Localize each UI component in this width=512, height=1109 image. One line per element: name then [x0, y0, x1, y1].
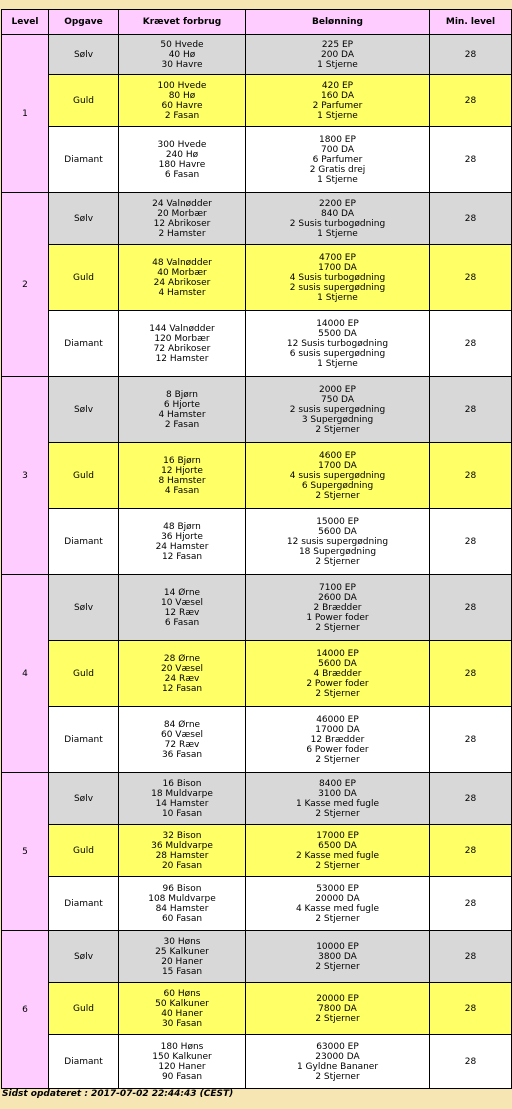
reward-cell: 420 EP 160 DA 2 Parfumer 1 Stjerne — [246, 75, 430, 127]
header-required: Krævet forbrug — [119, 10, 246, 35]
min-level-cell: 28 — [430, 377, 512, 443]
min-level-cell: 28 — [430, 575, 512, 641]
table-row — [2, 127, 512, 193]
table-row — [2, 983, 512, 1035]
table-body — [2, 35, 512, 1089]
reward-cell: 2000 EP 750 DA 2 susis supergødning 3 Supergødning 2 Stjerner — [246, 377, 430, 443]
min-level-cell: 28 — [430, 877, 512, 931]
table-row — [2, 311, 512, 377]
required-cell: 16 Bjørn 12 Hjorte 8 Hamster 4 Fasan — [119, 443, 246, 509]
min-level-cell: 28 — [430, 245, 512, 311]
min-level-cell: 28 — [430, 931, 512, 983]
required-cell: 180 Høns 150 Kalkuner 120 Haner 90 Fasan — [119, 1035, 246, 1089]
task-cell: Diamant — [49, 707, 119, 773]
min-level-cell: 28 — [430, 193, 512, 245]
min-level-cell: 28 — [430, 641, 512, 707]
reward-cell: 2200 EP 840 DA 2 Susis turbogødning 1 Stjerne — [246, 193, 430, 245]
header-min-level: Min. level — [430, 10, 512, 35]
min-level-cell: 28 — [430, 983, 512, 1035]
reward-cell: 7100 EP 2600 DA 2 Brædder 1 Power foder 2 Stjerner — [246, 575, 430, 641]
min-level-cell: 28 — [430, 75, 512, 127]
task-cell: Guld — [49, 825, 119, 877]
rewards-table — [1, 9, 512, 1089]
task-cell: Sølv — [49, 377, 119, 443]
reward-cell: 4700 EP 1700 DA 4 Susis turbogødning 2 susis supergødning 1 Stjerne — [246, 245, 430, 311]
level-cell: 3 — [2, 377, 49, 575]
task-cell: Sølv — [49, 931, 119, 983]
reward-cell: 8400 EP 3100 DA 1 Kasse med fugle 2 Stjerner — [246, 773, 430, 825]
table-row — [2, 443, 512, 509]
reward-cell: 225 EP 200 DA 1 Stjerne — [246, 35, 430, 75]
task-cell: Guld — [49, 443, 119, 509]
table-row — [2, 877, 512, 931]
min-level-cell: 28 — [430, 35, 512, 75]
reward-cell: 1800 EP 700 DA 6 Parfumer 2 Gratis drej 1 Stjerne — [246, 127, 430, 193]
min-level-cell: 28 — [430, 825, 512, 877]
min-level-cell: 28 — [430, 127, 512, 193]
header-row — [2, 10, 512, 35]
reward-cell: 53000 EP 20000 DA 4 Kasse med fugle 2 Stjerner — [246, 877, 430, 931]
task-cell: Sølv — [49, 193, 119, 245]
reward-cell: 63000 EP 23000 DA 1 Gyldne Bananer 2 Stjerner — [246, 1035, 430, 1089]
table-row — [2, 707, 512, 773]
level-cell: 2 — [2, 193, 49, 377]
min-level-cell: 28 — [430, 509, 512, 575]
required-cell: 48 Bjørn 36 Hjorte 24 Hamster 12 Fasan — [119, 509, 246, 575]
min-level-cell: 28 — [430, 773, 512, 825]
table-row — [2, 825, 512, 877]
reward-cell: 17000 EP 6500 DA 2 Kasse med fugle 2 Stjerner — [246, 825, 430, 877]
required-cell: 96 Bison 108 Muldvarpe 84 Hamster 60 Fasan — [119, 877, 246, 931]
min-level-cell: 28 — [430, 311, 512, 377]
required-cell: 50 Hvede 40 Hø 30 Havre — [119, 35, 246, 75]
level-cell: 5 — [2, 773, 49, 931]
min-level-cell: 28 — [430, 443, 512, 509]
task-cell: Sølv — [49, 575, 119, 641]
required-cell: 300 Hvede 240 Hø 180 Havre 6 Fasan — [119, 127, 246, 193]
required-cell: 16 Bison 18 Muldvarpe 14 Hamster 10 Fasan — [119, 773, 246, 825]
required-cell: 14 Ørne 10 Væsel 12 Ræv 6 Fasan — [119, 575, 246, 641]
table-row — [2, 193, 512, 245]
table-row — [2, 773, 512, 825]
table-row — [2, 509, 512, 575]
level-cell: 6 — [2, 931, 49, 1089]
task-cell: Guld — [49, 245, 119, 311]
task-cell: Diamant — [49, 1035, 119, 1089]
required-cell: 30 Høns 25 Kalkuner 20 Haner 15 Fasan — [119, 931, 246, 983]
table-row — [2, 245, 512, 311]
required-cell: 28 Ørne 20 Væsel 24 Ræv 12 Fasan — [119, 641, 246, 707]
task-cell: Diamant — [49, 877, 119, 931]
level-cell: 1 — [2, 35, 49, 193]
level-cell: 4 — [2, 575, 49, 773]
header-reward: Belønning — [246, 10, 430, 35]
table-row — [2, 377, 512, 443]
required-cell: 60 Høns 50 Kalkuner 40 Haner 30 Fasan — [119, 983, 246, 1035]
table-row — [2, 35, 512, 75]
reward-cell: 4600 EP 1700 DA 4 susis supergødning 6 Supergødning 2 Stjerner — [246, 443, 430, 509]
task-cell: Diamant — [49, 311, 119, 377]
min-level-cell: 28 — [430, 707, 512, 773]
last-updated-text: Sidst opdateret : 2017-07-02 22:44:43 (CEST) — [2, 1089, 234, 1099]
required-cell: 144 Valnødder 120 Morbær 72 Abrikoser 12 Hamster — [119, 311, 246, 377]
task-cell: Sølv — [49, 773, 119, 825]
reward-cell: 46000 EP 17000 DA 12 Brædder 6 Power foder 2 Stjerner — [246, 707, 430, 773]
task-cell: Guld — [49, 983, 119, 1035]
required-cell: 48 Valnødder 40 Morbær 24 Abrikoser 4 Hamster — [119, 245, 246, 311]
task-cell: Sølv — [49, 35, 119, 75]
reward-cell: 20000 EP 7800 DA 2 Stjerner — [246, 983, 430, 1035]
table-row — [2, 641, 512, 707]
required-cell: 84 Ørne 60 Væsel 72 Ræv 36 Fasan — [119, 707, 246, 773]
reward-cell: 14000 EP 5500 DA 12 Susis turbogødning 6 susis supergødning 1 Stjerne — [246, 311, 430, 377]
table-row — [2, 575, 512, 641]
reward-cell: 15000 EP 5600 DA 12 susis supergødning 18 Supergødning 2 Stjerner — [246, 509, 430, 575]
min-level-cell: 28 — [430, 1035, 512, 1089]
task-cell: Diamant — [49, 127, 119, 193]
header-task: Opgave — [49, 10, 119, 35]
table-row — [2, 931, 512, 983]
table-row — [2, 75, 512, 127]
required-cell: 32 Bison 36 Muldvarpe 28 Hamster 20 Fasan — [119, 825, 246, 877]
reward-cell: 10000 EP 3800 DA 2 Stjerner — [246, 931, 430, 983]
reward-cell: 14000 EP 5600 DA 4 Brædder 2 Power foder 2 Stjerner — [246, 641, 430, 707]
required-cell: 8 Bjørn 6 Hjorte 4 Hamster 2 Fasan — [119, 377, 246, 443]
task-cell: Diamant — [49, 509, 119, 575]
header-level: Level — [2, 10, 49, 35]
required-cell: 24 Valnødder 20 Morbær 12 Abrikoser 2 Hamster — [119, 193, 246, 245]
task-cell: Guld — [49, 75, 119, 127]
task-cell: Guld — [49, 641, 119, 707]
required-cell: 100 Hvede 80 Hø 60 Havre 2 Fasan — [119, 75, 246, 127]
table-row — [2, 1035, 512, 1089]
